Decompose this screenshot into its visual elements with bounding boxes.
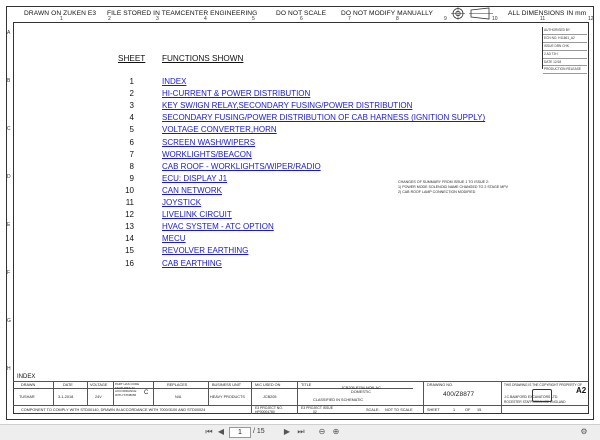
drawn-label: DRAWN bbox=[21, 383, 36, 387]
drawn-value: TUSHAR bbox=[19, 395, 35, 399]
sheet-number: 16 bbox=[125, 258, 134, 268]
sheet-number: 15 bbox=[125, 246, 134, 256]
do-not-modify-label: DO NOT MODIFY MANUALLY bbox=[341, 10, 433, 17]
zone-number: 7 bbox=[348, 16, 351, 22]
zone-letter: E bbox=[7, 222, 11, 228]
dimensions-label: ALL DIMENSIONS IN mm bbox=[508, 10, 587, 17]
comply-note: COMPONENT TO COMPLY WITH STD00140, DRAWN IN ACCORDANCE WITH 7000/3100 AND STD00024 bbox=[21, 408, 206, 412]
sheet-number: 13 bbox=[125, 222, 134, 232]
title-value: JCB205-P794 NON-AC DOMESTIC bbox=[341, 386, 381, 394]
function-link[interactable]: CAN NETWORK bbox=[162, 185, 222, 195]
sheet-number: 2 bbox=[129, 89, 134, 99]
revision-columns: ISSUE DRN CHK bbox=[543, 43, 587, 51]
function-link[interactable]: SCREEN WASH/WIPERS bbox=[162, 137, 256, 147]
function-link[interactable]: KEY SW/IGN RELAY,SECONDARY FUSING/POWER DISTRIBUTION bbox=[162, 101, 413, 111]
title-block-rule bbox=[251, 381, 252, 414]
sheet-number: 6 bbox=[129, 137, 134, 147]
index-row bbox=[0, 113, 600, 125]
function-link[interactable]: SECONDARY FUSING/POWER DISTRIBUTION OF CAB HARNESS (IGNITION SUPPLY) bbox=[162, 113, 486, 123]
features-value: C bbox=[144, 390, 149, 396]
company-logo-icon bbox=[532, 389, 552, 402]
title-block-rule bbox=[153, 381, 154, 405]
sheet-number: 12 bbox=[125, 210, 134, 220]
do-not-scale-label: DO NOT SCALE bbox=[276, 10, 327, 17]
sheet-number: 14 bbox=[125, 234, 134, 244]
title-block bbox=[13, 381, 589, 414]
projection-symbol-icon bbox=[451, 7, 495, 20]
stored-in-label: FILE STORED IN TEAMCENTER ENGINEERING bbox=[107, 10, 258, 17]
function-link[interactable]: CAB EARTHING bbox=[162, 258, 222, 268]
sheet-number: 7 bbox=[129, 149, 134, 159]
sheet-number: 8 bbox=[129, 161, 134, 171]
title-block-rule bbox=[423, 381, 424, 414]
zone-letter: B bbox=[7, 78, 11, 84]
index-row bbox=[0, 174, 600, 186]
zone-number: 10 bbox=[492, 16, 498, 22]
index-row bbox=[0, 101, 600, 113]
zoom-out-icon[interactable]: ⊖ bbox=[318, 427, 326, 436]
zone-letter: C bbox=[7, 126, 11, 132]
zone-number: 4 bbox=[204, 16, 207, 22]
zone-number: 1 bbox=[60, 16, 63, 22]
index-row bbox=[0, 125, 600, 137]
page-total: / 15 bbox=[253, 428, 265, 435]
sheet-number: 1 bbox=[129, 77, 134, 86]
replaces-label: REPLACES bbox=[167, 383, 188, 387]
date-value: 3-1-2018 bbox=[58, 395, 74, 399]
drawing-no-label: DRAWING NO. bbox=[427, 383, 454, 387]
function-link[interactable]: VOLTAGE CONVERTER,HORN bbox=[162, 125, 277, 135]
project-issue-label: E3 PROJECT ISSUE bbox=[301, 406, 333, 410]
revision-ecn: ECN NO. H11661_A2 bbox=[543, 35, 587, 43]
date-label: DATE bbox=[63, 383, 73, 387]
function-link[interactable]: JOYSTICK bbox=[162, 198, 202, 207]
company-name: J.C.BAMFORD EXCAVATORS LTD. bbox=[504, 395, 559, 399]
project-no-label: E3 PROJECT NO. bbox=[255, 406, 283, 410]
function-link[interactable]: CAB ROOF - WORKLIGHTS/WIPER/RADIO bbox=[162, 161, 321, 171]
of-label: OF bbox=[465, 408, 471, 412]
title-block-rule bbox=[501, 381, 502, 414]
function-link[interactable]: ECU: DISPLAY J1 bbox=[162, 173, 228, 183]
zone-number: 3 bbox=[156, 16, 159, 22]
last-page-icon[interactable]: ⏭ bbox=[297, 427, 305, 436]
index-row bbox=[0, 210, 600, 222]
zone-letter: F bbox=[7, 270, 11, 276]
function-link[interactable]: REVOLVER EARTHING bbox=[162, 246, 249, 256]
sheet-value: 1 bbox=[453, 408, 456, 412]
change-note-title: CHANGES OF SUMMARY FROM ISSUE 1 TO ISSUE 2: bbox=[398, 180, 489, 184]
index-row bbox=[0, 150, 600, 162]
title-block-rule bbox=[87, 381, 88, 405]
title-block-rule bbox=[113, 381, 114, 405]
function-link[interactable]: INDEX bbox=[162, 77, 187, 86]
index-row bbox=[0, 186, 600, 198]
prev-page-icon[interactable]: ◀ bbox=[217, 427, 225, 436]
copyright-label: THIS DRAWING IS THE COPYRIGHT PROPERTY OF bbox=[504, 383, 582, 387]
sheet-column-header: SHEET bbox=[118, 54, 146, 63]
scale-label: SCALE: bbox=[366, 408, 380, 412]
change-note-item: 1) POWER MODE SOLENOID NAME CHANGED TO 2 STAGE MPV bbox=[398, 185, 509, 189]
revision-values: 2 AD TJH bbox=[543, 51, 587, 59]
index-row bbox=[0, 259, 600, 271]
of-value: 15 bbox=[477, 408, 482, 412]
title-block-rule bbox=[53, 381, 54, 405]
page-number-input[interactable]: 1 bbox=[229, 427, 251, 438]
index-row bbox=[0, 234, 600, 246]
function-link[interactable]: LIVELINK CIRCUIT bbox=[162, 210, 232, 220]
zone-letter: A bbox=[7, 30, 11, 36]
title-label: TITLE bbox=[301, 383, 312, 387]
sheet-number: 9 bbox=[129, 173, 134, 183]
zone-number: 11 bbox=[540, 16, 546, 22]
index-row bbox=[0, 77, 600, 89]
index-row bbox=[0, 89, 600, 101]
features-label: PART HAS CODE FEATURES IN ACCORDANCE WITH STD8056 bbox=[115, 382, 140, 397]
function-link[interactable]: MECU bbox=[162, 234, 186, 244]
project-issue-value: 02 bbox=[313, 410, 317, 414]
revision-status: PRODUCTION RELEASE bbox=[543, 66, 587, 74]
scale-value: NOT TO SCALE bbox=[385, 408, 413, 412]
title-block-rule bbox=[297, 381, 298, 414]
company-address: ROCESTER STAFFORDSHIRE ENGLAND bbox=[504, 400, 566, 404]
function-link[interactable]: WORKLIGHTS/BEACON bbox=[162, 149, 252, 159]
sheet-size: A2 bbox=[576, 386, 587, 395]
title-block-rule bbox=[208, 381, 209, 405]
business-unit-label: BUSINESS UNIT bbox=[212, 383, 242, 387]
revision-authorised: AUTHORISED BY bbox=[543, 27, 587, 35]
zone-letter: H bbox=[7, 366, 11, 372]
index-row bbox=[0, 162, 600, 174]
zone-letter: D bbox=[7, 174, 11, 180]
replaces-value: N/A bbox=[175, 395, 182, 399]
index-row bbox=[0, 246, 600, 258]
functions-column-header: FUNCTIONS SHOWN bbox=[162, 54, 244, 63]
title-block-rule bbox=[13, 381, 589, 382]
business-unit-value: HEAVY PRODUCTS bbox=[210, 395, 245, 399]
classified-label: CLASSIFIED IN SCHEMATIC bbox=[313, 398, 364, 402]
index-row bbox=[0, 222, 600, 234]
viewer-toolbar bbox=[0, 424, 600, 440]
sheet-number: 11 bbox=[125, 198, 134, 207]
mc-used-on-value: JCB205 bbox=[263, 395, 277, 399]
first-page-icon[interactable]: ⏮ bbox=[205, 427, 213, 436]
zone-number: 5 bbox=[252, 16, 255, 22]
sheet-number: 10 bbox=[125, 185, 134, 195]
zone-letter: G bbox=[7, 318, 11, 324]
zone-number: 9 bbox=[444, 16, 447, 22]
sheet-number: 3 bbox=[129, 101, 134, 111]
zoom-in-icon[interactable]: ⊕ bbox=[332, 427, 340, 436]
function-link[interactable]: HVAC SYSTEM - ATC OPTION bbox=[162, 222, 274, 232]
zone-number: 2 bbox=[108, 16, 111, 22]
drawing-no-value: 400/Z8877 bbox=[443, 391, 475, 398]
revision-date: DATE 12/18 bbox=[543, 59, 587, 67]
drawn-on-label: DRAWN ON ZUKEN E3 bbox=[24, 10, 97, 17]
voltage-label: VOLTAGE bbox=[90, 383, 108, 387]
index-label: INDEX bbox=[17, 374, 36, 380]
next-page-icon[interactable]: ▶ bbox=[283, 427, 291, 436]
zone-number: 12 bbox=[588, 16, 594, 22]
change-note-item: 2) CAB ROOF LAMP CONNECTION MODIFIED bbox=[398, 190, 476, 194]
index-row bbox=[0, 138, 600, 150]
sheet-number: 5 bbox=[129, 125, 134, 135]
zone-number: 8 bbox=[396, 16, 399, 22]
voltage-value: 24V bbox=[95, 395, 102, 399]
project-no-value: HP00004780 bbox=[255, 410, 275, 414]
revision-block bbox=[542, 27, 587, 72]
mc-used-on-label: M/C USED ON bbox=[255, 383, 281, 387]
sheet-label: SHEET bbox=[427, 408, 440, 412]
function-link[interactable]: HI-CURRENT & POWER DISTRIBUTION bbox=[162, 89, 311, 99]
change-notes bbox=[398, 180, 508, 195]
index-row bbox=[0, 198, 600, 210]
sheet-number: 4 bbox=[129, 113, 134, 123]
zone-number: 6 bbox=[300, 16, 303, 22]
options-icon[interactable]: ⚙ bbox=[580, 427, 588, 436]
